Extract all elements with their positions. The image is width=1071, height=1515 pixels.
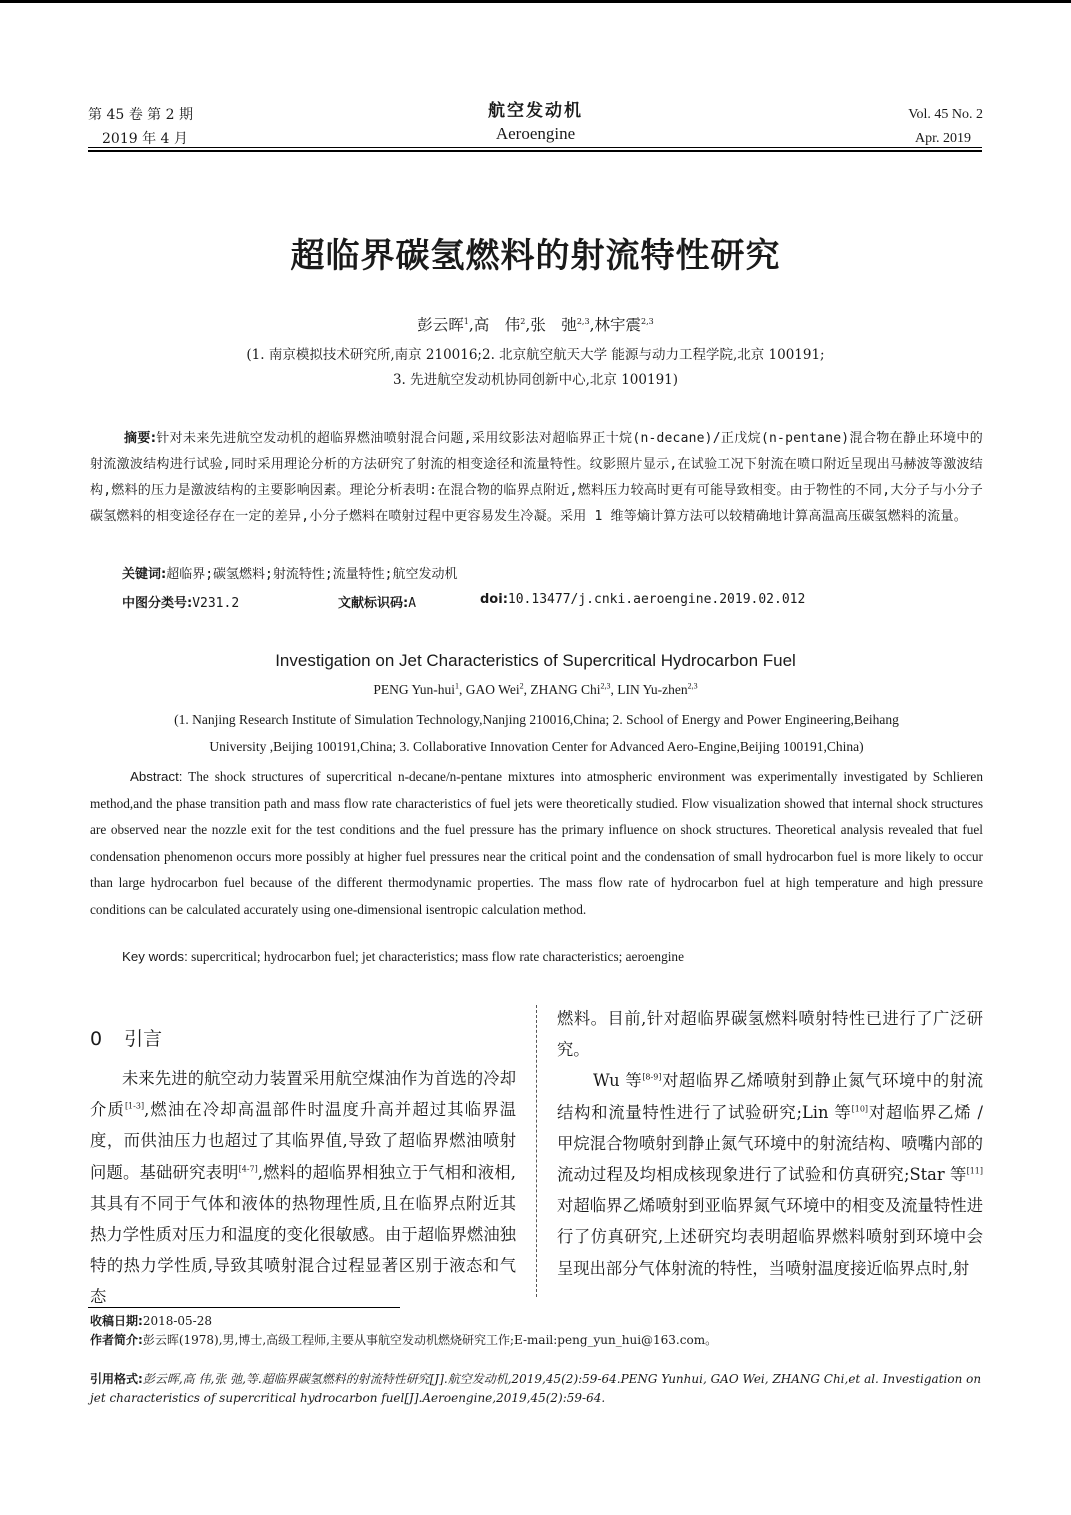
keywords-cn-text: 超临界;碳氢燃料;射流特性;流量特性;航空发动机 (166, 567, 458, 582)
abstract-en-label: Abstract: (130, 769, 183, 784)
affiliations-en (90, 706, 983, 760)
reference-mark: [10] (851, 1104, 869, 1114)
paper-title-en: Investigation on Jet Characteristics of Supercritical Hydrocarbon Fuel (275, 651, 796, 670)
abstract-en (90, 764, 983, 923)
doc-value: A (408, 596, 417, 611)
paper-title: 超临界碳氢燃料的射流特性研究 (290, 236, 781, 276)
author-affil-mark: 2,3 (641, 316, 654, 326)
body-column-right (557, 1003, 983, 1284)
doi (480, 592, 805, 607)
journal-volume-info-en (908, 103, 983, 151)
keywords-en (122, 949, 684, 965)
reference-mark: [8-9] (642, 1072, 662, 1082)
top-border (0, 0, 1071, 3)
affiliation-line-en: University ,Beijing 100191,China; 3. Collaborative Innovation Center for Advanced Aero-Engine,Beijing 100191,China) (209, 739, 864, 754)
citation-text: 彭云晖,高 伟,张 弛,等.超临界碳氢燃料的射流特性研究[J].航空发动机,2019,45(2):59-64.PENG Yunhui, GAO Wei, ZHANG Chi,et al. Investigation on jet characteristics of supercritical hydrocarbon fuel[J].Aeroengine,2019,45(2):59-64. (90, 1372, 982, 1405)
volume-issue-en: Vol. 45 No. 2 (908, 107, 983, 122)
abstract-cn (90, 426, 983, 530)
abstract-cn-label: 摘要: (124, 431, 157, 446)
affiliations (0, 343, 1071, 393)
author-name-en: , ZHANG Chi (523, 682, 601, 697)
author-affil-mark: 2 (519, 681, 524, 691)
doi-value: 10.13477/j.cnki.aeroengine.2019.02.012 (507, 592, 806, 607)
body-text: 对超临界乙烯 / 甲烷混合物喷射到静止氮气环境中的射流结构、喷嘴内部的流动过程及均相成核现象进行了试验和仿真研究;Star 等 (557, 1102, 983, 1185)
keywords-cn (122, 563, 458, 582)
author-list-en (0, 682, 1071, 698)
section-heading (90, 1024, 162, 1051)
reference-mark: [1-3] (124, 1101, 145, 1111)
author-bio (90, 1331, 717, 1350)
body-text: ,燃料的超临界相独立于气相和液相,其具有不同于气体和液体的热物理性质,且在临界点附近其热力学性质对压力和温度的变化很敏感。由于超临界燃油独特的热力学性质,导致其喷射混合过程显著区别于液态和气态 (90, 1162, 516, 1307)
author-name: 彭云晖 (417, 316, 464, 334)
clc-value: V231.2 (192, 596, 240, 611)
author-affil-mark: 1 (463, 316, 469, 326)
author-bio-text: 彭云晖(1978),男,博士,高级工程师,主要从事航空发动机燃烧研究工作;E-mail:peng_yun_hui@163.com。 (142, 1333, 718, 1347)
author-affil-mark: 1 (455, 681, 460, 691)
body-paragraph: 燃料。目前,针对超临界碳氢燃料喷射特性已进行了广泛研究。 (557, 1009, 983, 1060)
author-affil-mark: 2,3 (576, 316, 590, 326)
clc-code (122, 592, 239, 611)
affiliation-line-en: (1. Nanjing Research Institute of Simulation Technology,Nanjing 210016,China; 2. School of Energy and Power Engineering,Beihang (174, 712, 899, 727)
publication-date: 2019 年 4 月 (102, 131, 188, 147)
reference-mark: [4-7] (238, 1164, 258, 1174)
citation (90, 1370, 983, 1408)
reference-mark: [11] (966, 1166, 983, 1176)
body-text: 未来先进的航空动力装置采用航空煤油作为首选的冷却介质 (90, 1069, 516, 1120)
author-affil-mark: 2,3 (687, 681, 698, 691)
author-name-en: PENG Yun-hui (373, 682, 456, 697)
journal-name-cn: 航空发动机 (488, 101, 583, 121)
received-date (90, 1312, 717, 1331)
footnote-rule (88, 1307, 400, 1308)
publication-date-en: Apr. 2019 (915, 131, 971, 146)
journal-name-en: Aeroengine (495, 124, 576, 143)
keywords-cn-label: 关键词: (122, 567, 167, 582)
clc-label: 中图分类号: (122, 596, 193, 611)
body-text: Wu 等 (593, 1071, 643, 1091)
author-affil-mark: 2 (520, 316, 526, 326)
header-rule (88, 147, 982, 148)
author-affil-mark: 2,3 (600, 681, 611, 691)
citation-label: 引用格式: (90, 1372, 143, 1386)
body-text: ,燃油在冷却高温部件时温度升高并超过其临界温度，而供油压力也超过了其临界值,导致了超临界燃油喷射问题。基础研究表明 (90, 1100, 516, 1182)
volume-issue: 第 45 卷 第 2 期 (88, 107, 193, 123)
author-name: ,林宇震 (589, 316, 641, 334)
affiliation-line: 3. 先进航空发动机协同创新中心,北京 100191) (392, 372, 679, 388)
column-divider (536, 1005, 537, 1297)
keywords-en-text: supercritical; hydrocarbon fuel; jet characteristics; mass flow rate characteristics; aeroengine (191, 949, 684, 964)
footnotes (90, 1312, 717, 1350)
header-rule-thick (88, 150, 982, 152)
keywords-en-label: Key words: (122, 949, 188, 964)
body-text: 对超临界乙烯喷射到静止氮气环境中的射流结构和流量特性进行了试验研究;Lin 等 (557, 1071, 983, 1122)
abstract-cn-text: 针对未来先进航空发动机的超临界燃油喷射混合问题,采用纹影法对超临界正十烷(n-decane)/正戊烷(n-pentane)混合物在静止环境中的射流激波结构进行试验,同时采用理论分析的方法研究了射流的相变途径和流量特性。纹影照片显示,在试验工况下射流在喷口附近呈现出马赫波等激波结构,燃料的压力是激波结构的主要影响因素。理论分析表明:在混合物的临界点附近,燃料压力较高时更有可能导致相变。由于物性的不同,大分子与小分子碳氢燃料的相变途径存在一定的差异,小分子燃料在喷射过程中更容易发生冷凝。采用 1 维等熵计算方法可以较精确地计算高温高压碳氢燃料的流量。 (90, 431, 983, 524)
body-column-left (90, 1063, 516, 1313)
author-name-en: , GAO Wei (459, 682, 520, 697)
doi-label: doi: (480, 592, 508, 607)
body-text: 对超临界乙烯喷射到亚临界氮气环境中的相变及流量特性进行了仿真研究,上述研究均表明超临界燃料喷射到环境中会呈现出部分气体射流的特性，当喷射温度接近临界点时,射 (557, 1196, 983, 1278)
section-title: 引言 (124, 1028, 163, 1050)
author-name-en: , LIN Yu-zhen (610, 682, 688, 697)
received-label: 收稿日期: (90, 1314, 143, 1328)
author-name: ,张 弛 (525, 316, 577, 334)
body-paragraph (557, 1065, 983, 1283)
received-value: 2018-05-28 (142, 1314, 212, 1328)
author-name: ,高 伟 (468, 316, 521, 334)
affiliation-line: (1. 南京模拟技术研究所,南京 210016;2. 北京航空航天大学 能源与动力工程学院,北京 100191; (246, 347, 825, 363)
doc-label: 文献标识码: (338, 596, 409, 611)
document-code (338, 592, 416, 611)
author-list (0, 313, 1071, 335)
abstract-en-text: The shock structures of supercritical n-decane/n-pentane mixtures into atmospheric environment was experimentally investigated by Schlieren method,and the phase transition path and mass flow rate characteristics of fuel jets were theoretically studied. Flow visualization showed that internal shock structures are observed near the nozzle exit for the test conditions and the fuel pressure has the primary influence on shock structures. Theoretical analysis revealed that fuel condensation phenomenon occurs more possibly at higher fuel pressures near the critical point and the condensation of small hydrocarbon fuel is more likely to occur than large hydrocarbon fuel because of the different thermodynamic properties. The mass flow rate of hydrocarbon fuel at high temperature and high pressure conditions can be calculated accurately using one-dimensional isentropic calculation method. (90, 769, 983, 917)
author-bio-label: 作者简介: (90, 1333, 143, 1347)
section-number: 0 (90, 1028, 103, 1050)
